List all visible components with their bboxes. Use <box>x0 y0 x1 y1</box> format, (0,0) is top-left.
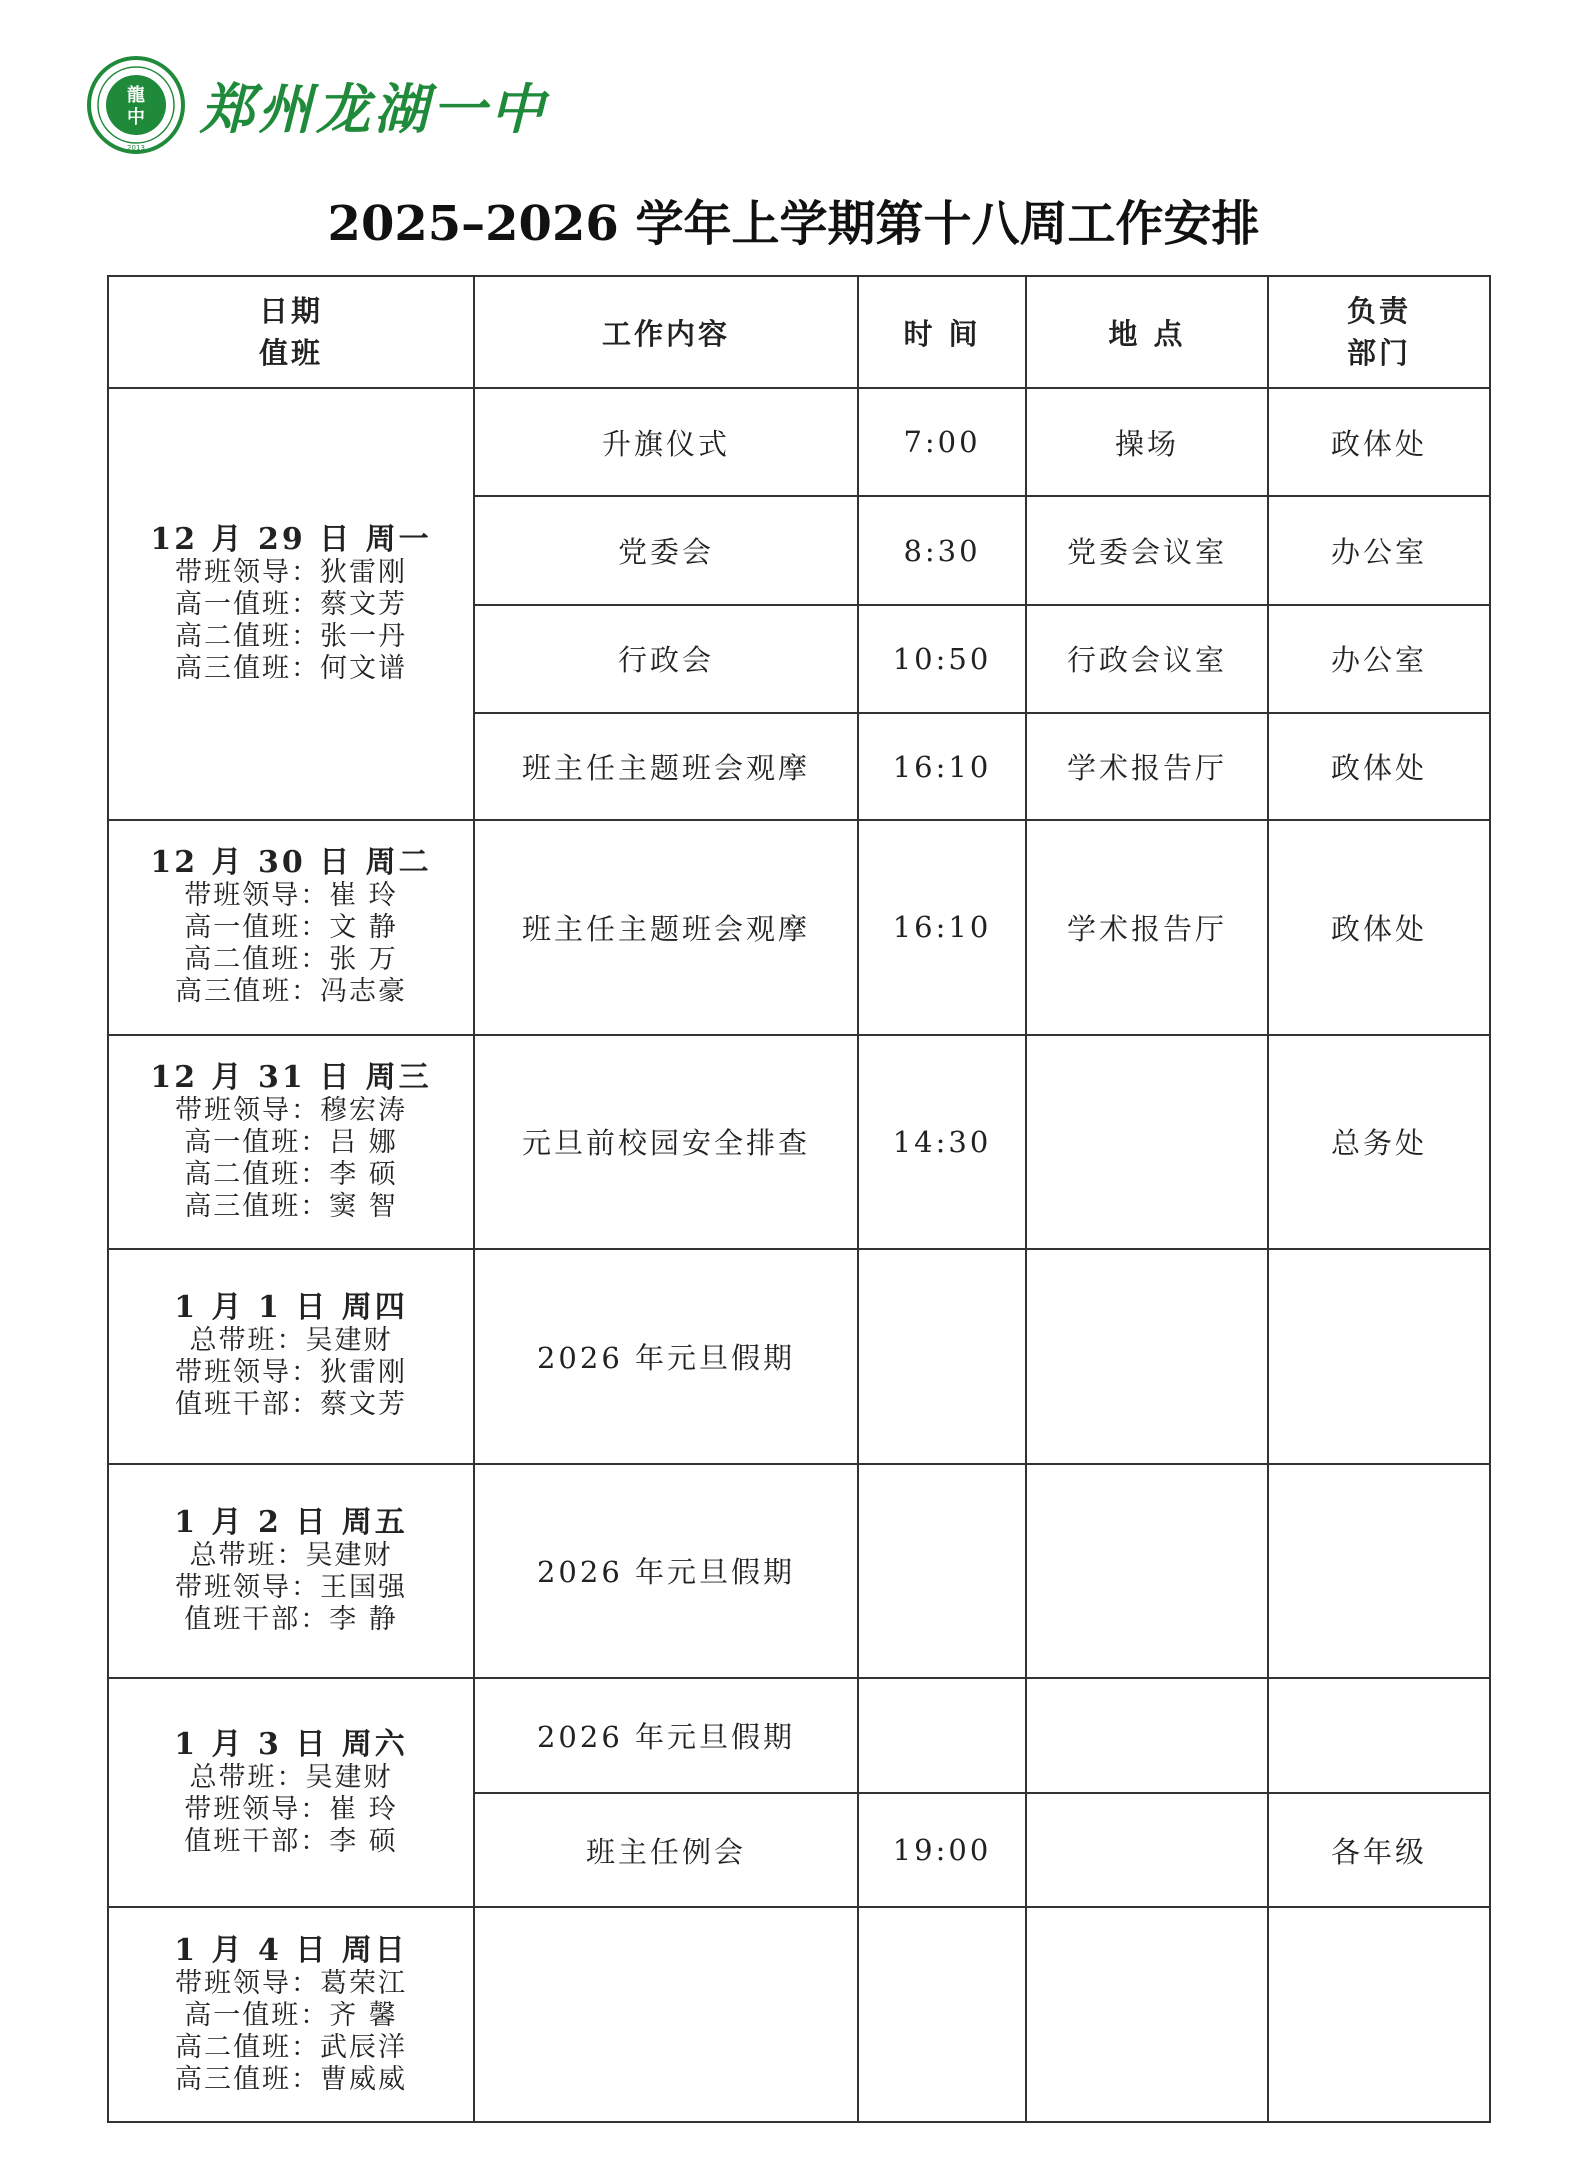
duty-line: 带班领导：狄雷刚 <box>175 1357 407 1389</box>
school-logo <box>86 55 548 155</box>
header-row <box>108 276 1490 388</box>
item-time: 16:10 <box>858 820 1026 1034</box>
school-seal-icon <box>86 55 186 155</box>
item-dept: 办公室 <box>1268 605 1490 713</box>
item-dept: 政体处 <box>1268 820 1490 1034</box>
duty-line: 高三值班：何文谱 <box>175 653 407 685</box>
item-time: 19:00 <box>858 1793 1026 1907</box>
duty-line: 高三值班：冯志豪 <box>175 976 407 1008</box>
table-row <box>108 1907 1490 2122</box>
table-row <box>108 388 1490 496</box>
item-place: 学术报告厅 <box>1026 713 1268 820</box>
duty-line: 总带班：吴建财 <box>189 1325 393 1357</box>
item-place <box>1026 1678 1268 1793</box>
duty-line: 高二值班：李 硕 <box>184 1158 398 1190</box>
duty-line: 高一值班：文 静 <box>184 912 398 944</box>
header-place: 地 点 <box>1026 276 1268 388</box>
item-dept <box>1268 1678 1490 1793</box>
item-time: 16:10 <box>858 713 1026 820</box>
duty-line: 值班干部：李 静 <box>184 1603 398 1635</box>
duty-line: 带班领导：狄雷刚 <box>175 557 407 589</box>
item-time <box>858 1249 1026 1463</box>
duty-line: 带班领导：崔 玲 <box>184 1793 398 1825</box>
duty-line: 带班领导：穆宏涛 <box>175 1094 407 1126</box>
day-cell <box>108 1678 474 1907</box>
item-place <box>1026 1035 1268 1249</box>
duty-line: 带班领导：王国强 <box>175 1571 407 1603</box>
item-dept: 总务处 <box>1268 1035 1490 1249</box>
day-date: 12 月 30 日 周二 <box>150 845 432 881</box>
duty-line: 值班干部：蔡文芳 <box>175 1389 407 1421</box>
day-date: 1 月 3 日 周六 <box>174 1726 408 1762</box>
item-place: 行政会议室 <box>1026 605 1268 713</box>
table-row <box>108 1678 1490 1793</box>
item-time: 14:30 <box>858 1035 1026 1249</box>
header-date-duty: 日期 值班 <box>108 276 474 388</box>
item-time <box>858 1678 1026 1793</box>
item-place <box>1026 1464 1268 1678</box>
duty-line: 高二值班：张 万 <box>184 944 398 976</box>
item-content: 2026 年元旦假期 <box>474 1249 858 1463</box>
day-date: 1 月 4 日 周日 <box>174 1932 408 1968</box>
svg-text:龍: 龍 <box>127 85 145 106</box>
day-date: 1 月 2 日 周五 <box>174 1504 408 1540</box>
duty-line: 高一值班：吕 娜 <box>184 1126 398 1158</box>
day-cell <box>108 1035 474 1249</box>
item-content: 班主任主题班会观摩 <box>474 820 858 1034</box>
item-content: 班主任例会 <box>474 1793 858 1907</box>
item-dept: 政体处 <box>1268 713 1490 820</box>
item-content: 班主任主题班会观摩 <box>474 713 858 820</box>
day-date: 12 月 31 日 周三 <box>150 1059 432 1095</box>
day-date: 12 月 29 日 周一 <box>150 522 432 558</box>
item-content <box>474 1907 858 2122</box>
item-content: 元旦前校园安全排查 <box>474 1035 858 1249</box>
table-row <box>108 1464 1490 1678</box>
header-content: 工作内容 <box>474 276 858 388</box>
svg-text:2013: 2013 <box>127 144 145 152</box>
table-row <box>108 1035 1490 1249</box>
item-time: 8:30 <box>858 496 1026 604</box>
duty-line: 高三值班：曹威威 <box>175 2063 407 2095</box>
item-dept: 政体处 <box>1268 388 1490 496</box>
svg-text:中: 中 <box>127 107 145 128</box>
item-content: 2026 年元旦假期 <box>474 1678 858 1793</box>
item-content: 党委会 <box>474 496 858 604</box>
item-place <box>1026 1907 1268 2122</box>
item-dept: 各年级 <box>1268 1793 1490 1907</box>
page-title: 2025–2026 学年上学期第十八周工作安排 <box>327 196 1260 252</box>
item-place <box>1026 1793 1268 1907</box>
day-cell <box>108 1249 474 1463</box>
schedule-table <box>107 275 1491 2123</box>
header-dept: 负责 部门 <box>1268 276 1490 388</box>
item-time <box>858 1464 1026 1678</box>
item-content: 升旗仪式 <box>474 388 858 496</box>
item-place <box>1026 1249 1268 1463</box>
item-time <box>858 1907 1026 2122</box>
item-place: 党委会议室 <box>1026 496 1268 604</box>
item-dept <box>1268 1249 1490 1463</box>
item-time: 10:50 <box>858 605 1026 713</box>
item-place: 学术报告厅 <box>1026 820 1268 1034</box>
duty-line: 值班干部：李 硕 <box>184 1825 398 1857</box>
duty-line: 高一值班：蔡文芳 <box>175 589 407 621</box>
duty-line: 带班领导：崔 玲 <box>184 880 398 912</box>
day-cell <box>108 1464 474 1678</box>
duty-line: 高三值班：窦 智 <box>184 1190 398 1222</box>
item-content: 2026 年元旦假期 <box>474 1464 858 1678</box>
header-time: 时 间 <box>858 276 1026 388</box>
item-dept: 办公室 <box>1268 496 1490 604</box>
duty-line: 总带班：吴建财 <box>189 1761 393 1793</box>
item-place: 操场 <box>1026 388 1268 496</box>
item-dept <box>1268 1907 1490 2122</box>
day-cell <box>108 388 474 820</box>
table-row <box>108 1249 1490 1463</box>
day-date: 1 月 1 日 周四 <box>174 1290 408 1326</box>
day-cell <box>108 820 474 1034</box>
duty-line: 高一值班：齐 馨 <box>184 1999 398 2031</box>
item-time: 7:00 <box>858 388 1026 496</box>
duty-line: 总带班：吴建财 <box>189 1539 393 1571</box>
duty-line: 带班领导：葛荣江 <box>175 1967 407 1999</box>
duty-line: 高二值班：张一丹 <box>175 621 407 653</box>
duty-line: 高二值班：武辰洋 <box>175 2031 407 2063</box>
table-row <box>108 820 1490 1034</box>
day-cell <box>108 1907 474 2122</box>
item-dept <box>1268 1464 1490 1678</box>
school-name: 郑州龙湖一中 <box>200 77 548 141</box>
item-content: 行政会 <box>474 605 858 713</box>
